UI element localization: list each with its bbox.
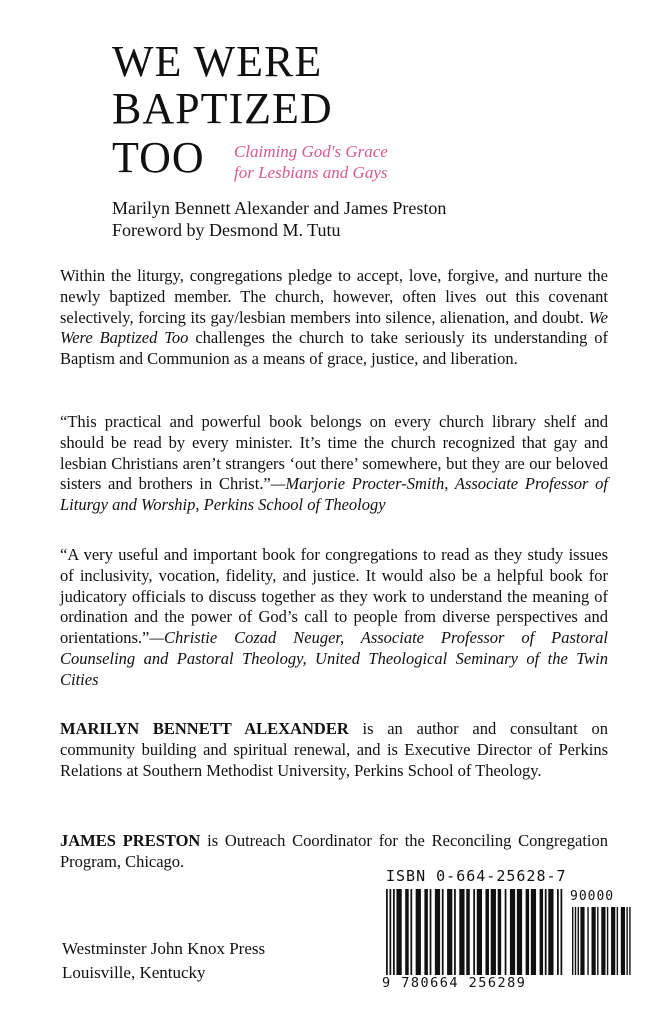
barcode-bar	[447, 889, 452, 975]
publisher-name: Westminster John Knox Press	[62, 939, 266, 958]
barcode-bar	[510, 889, 515, 975]
barcode-bar	[424, 889, 427, 975]
blurb-intro-start: Within the liturgy, congregations pledge to accept, love, forgive, and nurture the newly baptized member. The church, however, often lives out this covenant selectively, forcing its gay/lesbian members into silence, alienation, and doubt.	[60, 266, 608, 327]
barcode-bar	[459, 889, 464, 975]
isbn-label: ISBN 0-664-25628-7	[386, 867, 567, 885]
barcode-bar	[442, 889, 444, 975]
subtitle	[234, 141, 388, 183]
barcode-bar	[498, 889, 501, 975]
barcode-bar	[601, 907, 605, 975]
title-line-1: WE WERE	[112, 37, 323, 86]
barcode-bar	[545, 889, 547, 975]
authors: Marilyn Bennett Alexander and James Preston	[112, 198, 447, 218]
barcode-bar	[592, 907, 596, 975]
quote-attribution: —Christie Cozad Neuger, Associate Professor of Pastoral Counseling and Pastoral Theology, United Theological Seminary of the Twin Cities	[60, 628, 608, 689]
barcode-addon-number: 90000	[570, 889, 615, 904]
barcode-bar	[626, 907, 627, 975]
barcode-bar	[572, 907, 573, 975]
barcode-bar	[393, 889, 395, 975]
foreword: Foreword by Desmond M. Tutu	[112, 220, 341, 240]
main-barcode-bars	[386, 889, 562, 975]
barcode-bar	[540, 889, 543, 975]
publisher-location: Louisville, Kentucky	[62, 963, 206, 982]
bio-text: is Outreach Coordinator for the Reconciling Congregation Program, Chicago.	[60, 831, 608, 871]
bio-alexander	[60, 719, 608, 781]
subtitle-line-1: Claiming God's Grace	[234, 142, 388, 161]
barcode-bar	[611, 907, 615, 975]
barcode-bar	[629, 907, 630, 975]
barcode-bars	[380, 867, 638, 977]
blurb-book-title: We Were Baptized Too	[60, 307, 608, 348]
barcode-bar	[575, 907, 576, 975]
barcode-bar	[410, 889, 412, 975]
barcode-bar	[557, 889, 559, 975]
barcode-bar	[526, 889, 529, 975]
barcode-bar	[389, 889, 391, 975]
quote-neuger	[60, 545, 608, 691]
barcode-bar	[454, 889, 456, 975]
title-line-3: TOO	[112, 133, 205, 182]
blurb-intro-end: challenges the church to take seriously its understanding of Baptism and Communion as a means of grace, justice, and liberation.	[60, 328, 608, 369]
addon-barcode-bars	[572, 907, 631, 975]
barcode-bar	[396, 889, 401, 975]
barcode-bar	[405, 889, 408, 975]
barcode-bar	[548, 889, 553, 975]
barcode-bar	[578, 907, 579, 975]
bio-name: JAMES PRESTON	[60, 831, 201, 850]
quote-text: “This practical and powerful book belongs on every church library shelf and should be read by every minister. It’s time the church recognized that gay and lesbian Christians aren’t strangers ‘out there’ somewhere, but they are our beloved sisters and brothers in Christ.”	[60, 412, 608, 494]
barcode-bar	[466, 889, 469, 975]
quote-procter-smith	[60, 412, 608, 516]
barcode-bar	[580, 907, 584, 975]
barcode-bar	[621, 907, 625, 975]
barcode-bar	[416, 889, 421, 975]
barcode-bar	[477, 889, 482, 975]
barcode-bar	[473, 889, 475, 975]
barcode-bar	[561, 889, 563, 975]
quote-text: “A very useful and important book for congregations to read as they study issues of inclusivity, vocation, fidelity, and justice. It would also be a helpful book for judicatory officials to discuss together as they work to understand the meaning of ordination and the power of God’s call to people from diverse perspectives and orientations.”	[60, 545, 608, 648]
bio-text: is an author and consultant on community building and spiritual renewal, and is Executive Director of Perkins Relations at Southern Methodist University, Perkins School of Theology.	[60, 719, 608, 780]
title-line-2: BAPTIZED	[112, 84, 333, 133]
barcode-bar	[607, 907, 608, 975]
barcode-bar	[491, 889, 496, 975]
bio-name: MARILYN BENNETT ALEXANDER	[60, 719, 349, 738]
blurb-paragraph	[60, 266, 608, 370]
subtitle-line-2: for Lesbians and Gays	[234, 163, 388, 182]
barcode-bar	[517, 889, 522, 975]
barcode-bar	[485, 889, 488, 975]
barcode-bar	[587, 907, 588, 975]
barcode-bar	[531, 889, 536, 975]
barcode	[380, 867, 638, 1015]
barcode-bar	[597, 907, 598, 975]
barcode-bar	[386, 889, 388, 975]
ean-number: 9 780664 256289	[382, 975, 527, 991]
barcode-bar	[617, 907, 618, 975]
barcode-bar	[430, 889, 432, 975]
barcode-bar	[435, 889, 440, 975]
barcode-bar	[505, 889, 507, 975]
quote-attribution: —Marjorie Procter-Smith, Associate Professor of Liturgy and Worship, Perkins School of Theology	[60, 474, 609, 515]
